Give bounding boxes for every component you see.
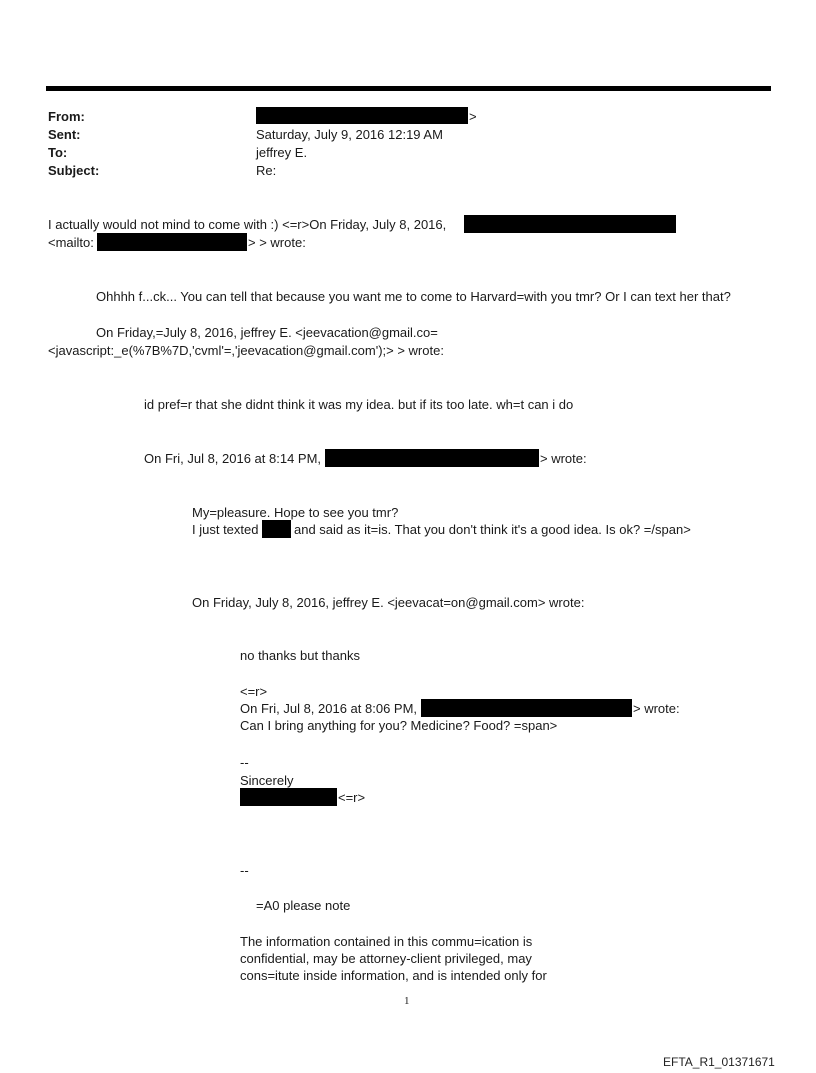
body-line-2-suffix: > > wrote: xyxy=(248,235,306,250)
body-line-13-suffix: > wrote: xyxy=(633,701,680,716)
from-suffix: > xyxy=(469,109,477,124)
subject-value: Re: xyxy=(256,163,277,178)
sent-value: Saturday, July 9, 2016 12:19 AM xyxy=(256,127,443,142)
body-line-20: The information contained in this commu=ication is xyxy=(240,934,533,949)
sent-label: Sent: xyxy=(48,127,81,142)
body-line-8: My=pleasure. Hope to see you tmr? xyxy=(192,505,399,520)
body-line-4: On Friday,=July 8, 2016, jeffrey E. <jeevacation@gmail.co= xyxy=(96,325,438,340)
body-line-5: <javascript:_e(%7B%7D,'cvml'=,'jeevacation@gmail.com');> > wrote: xyxy=(48,343,444,358)
body-line-15: -- xyxy=(240,755,249,770)
body-line-17-suffix: <=r> xyxy=(338,790,366,805)
body-line-6: id pref=r that she didnt think it was my idea. but if its too late. wh=t can i do xyxy=(144,397,574,412)
page-number: 1 xyxy=(404,995,410,1007)
to-label: To: xyxy=(48,145,68,160)
body-line-2-prefix: <mailto: xyxy=(48,235,94,250)
body-line-9-prefix: I just texted xyxy=(192,522,259,537)
body-line-10: On Friday, July 8, 2016, jeffrey E. <jeevacat=on@gmail.com> wrote: xyxy=(192,595,585,610)
subject-label: Subject: xyxy=(48,163,100,178)
redacted-name-3 xyxy=(262,520,291,538)
body-line-16: Sincerely xyxy=(240,773,294,788)
redacted-name-4 xyxy=(421,699,632,717)
body-line-22: cons=itute inside information, and is intended only for xyxy=(240,968,547,983)
header-rule xyxy=(46,86,771,91)
body-line-1: I actually would not mind to come with :) <=r>On Friday, July 8, 2016, xyxy=(48,217,447,232)
body-line-9-suffix: and said as it=is. That you don't think it's a good idea. Is ok? =/span> xyxy=(294,522,691,537)
redacted-name-1 xyxy=(464,215,676,233)
body-line-14: Can I bring anything for you? Medicine? Food? =span> xyxy=(240,718,558,733)
body-line-3: Ohhhh f...ck... You can tell that because you want me to come to Harvard=with you tmr? Or I can text her that? xyxy=(96,289,731,304)
body-line-18: -- xyxy=(240,863,249,878)
to-value: jeffrey E. xyxy=(256,145,308,160)
body-line-19: =A0 please note xyxy=(256,898,351,913)
document-id: EFTA_R1_01371671 xyxy=(663,1055,775,1069)
redacted-signature xyxy=(240,788,337,806)
body-line-11: no thanks but thanks xyxy=(240,648,360,663)
from-label: From: xyxy=(48,109,85,124)
body-line-21: confidential, may be attorney-client privileged, may xyxy=(240,951,532,966)
body-line-12: <=r> xyxy=(240,684,268,699)
redacted-email-1 xyxy=(97,233,247,251)
redacted-sender xyxy=(256,107,468,124)
body-line-13-prefix: On Fri, Jul 8, 2016 at 8:06 PM, xyxy=(240,701,418,716)
redacted-name-2 xyxy=(325,449,539,467)
body-line-7-suffix: > wrote: xyxy=(540,451,587,466)
body-line-7-prefix: On Fri, Jul 8, 2016 at 8:14 PM, xyxy=(144,451,322,466)
